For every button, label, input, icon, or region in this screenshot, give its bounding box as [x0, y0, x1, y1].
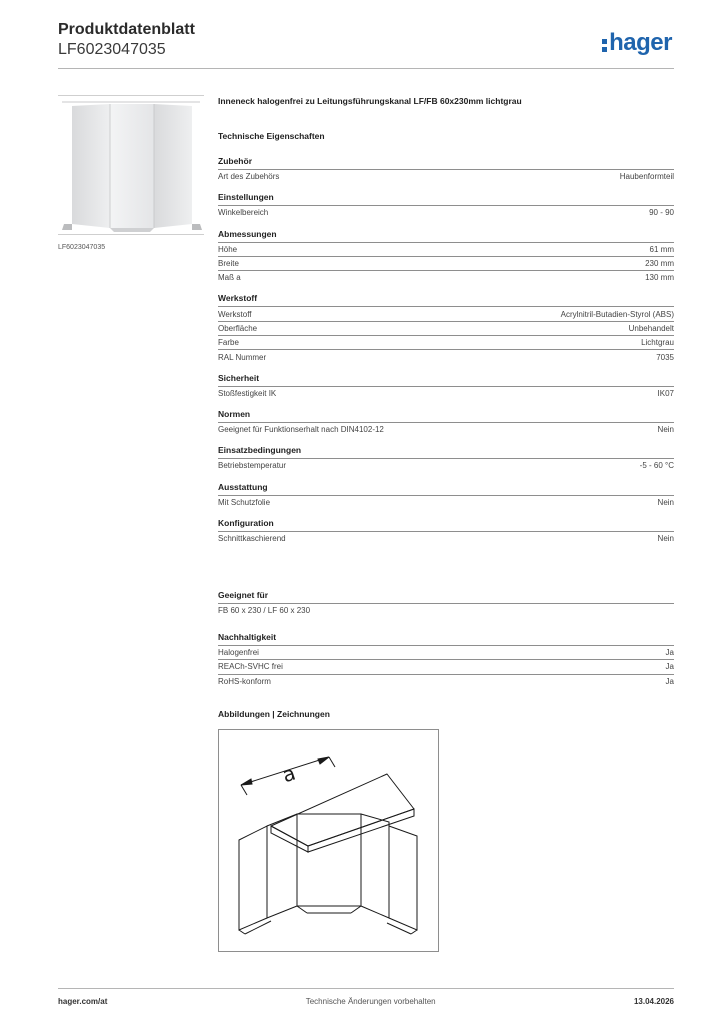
property-row — [218, 321, 674, 335]
section-normen — [218, 408, 674, 436]
product-photo — [58, 95, 204, 235]
footer-date: 13.04.2026 — [633, 997, 674, 1006]
property-value: Nein — [657, 425, 674, 435]
property-value: Ja — [665, 648, 674, 658]
property-value: 130 mm — [645, 273, 674, 283]
property-row — [218, 205, 674, 219]
property-value: Lichtgrau — [641, 338, 674, 348]
property-row — [218, 674, 674, 688]
hager-logo[interactable] — [602, 28, 672, 58]
property-value: 61 mm — [649, 244, 674, 254]
section-einsatzbedingungen — [218, 444, 674, 472]
section-abmessungen — [218, 228, 674, 285]
property-value: 7035 — [656, 352, 674, 362]
technical-drawing — [218, 729, 439, 952]
property-row — [218, 169, 674, 183]
property-value: 230 mm — [645, 259, 674, 269]
property-label: Maß a — [218, 273, 241, 283]
property-row — [218, 495, 674, 509]
property-row — [218, 422, 674, 436]
header-divider — [58, 68, 674, 69]
property-label: REACh-SVHC frei — [218, 662, 283, 672]
dimension-label: a — [279, 760, 299, 788]
property-value: Nein — [657, 534, 674, 543]
section-title: Normen — [218, 408, 251, 419]
property-label: Geeignet für Funktionserhalt nach DIN4102-12 — [218, 425, 384, 435]
logo-dots-icon — [602, 39, 607, 52]
property-value: Acrylnitril-Butadien-Styrol (ABS) — [560, 309, 674, 319]
property-row — [218, 256, 674, 270]
section-title: Sicherheit — [218, 372, 260, 383]
section-title: Geeignet für — [218, 590, 269, 600]
section-geeignet-fuer — [218, 589, 674, 617]
property-value: Nein — [657, 497, 674, 507]
property-value: Ja — [665, 662, 674, 672]
footer-notice: Technische Änderungen vorbehalten — [305, 997, 436, 1006]
section-title: Nachhaltigkeit — [218, 632, 277, 642]
property-row — [218, 349, 674, 363]
logo-text: hager — [609, 29, 672, 56]
property-label: Winkelbereich — [218, 208, 269, 218]
property-label: Werkstoff — [218, 309, 252, 319]
property-label: Oberfläche — [218, 323, 258, 333]
property-row — [218, 306, 674, 320]
property-label: RoHS-konform — [218, 676, 271, 686]
property-value: Unbehandelt — [628, 323, 674, 333]
property-label: RAL Nummer — [218, 352, 267, 362]
section-title: Einsatzbedingungen — [218, 445, 302, 456]
property-label: Mit Schutzfolie — [218, 497, 271, 507]
page-header — [58, 20, 674, 70]
property-row — [218, 386, 674, 400]
property-label: Betriebstemperatur — [218, 461, 287, 471]
tech-properties-heading: Technische Eigenschaften — [218, 131, 325, 141]
property-value: -5 - 60 °C — [639, 461, 674, 471]
property-row — [218, 242, 674, 256]
property-label: Höhe — [218, 244, 238, 254]
suitable-value: FB 60 x 230 / LF 60 x 230 — [218, 603, 674, 617]
additional-info — [218, 589, 674, 696]
drawings-heading: Abbildungen | Zeichnungen — [218, 709, 330, 719]
section-werkstoff — [218, 292, 674, 363]
property-label: Art des Zubehörs — [218, 172, 280, 182]
section-title: Zubehör — [218, 156, 252, 166]
section-title: Konfiguration — [218, 517, 274, 528]
footer-website-link[interactable]: hager.com/at — [58, 997, 108, 1006]
footer-divider — [58, 988, 674, 989]
property-row — [218, 645, 674, 659]
property-value: IK07 — [657, 388, 674, 398]
property-row — [218, 659, 674, 673]
section-konfiguration — [218, 517, 674, 545]
property-row — [218, 531, 674, 545]
property-label: Halogenfrei — [218, 648, 259, 658]
section-title: Einstellungen — [218, 192, 274, 203]
property-row — [218, 270, 674, 284]
section-sicherheit — [218, 372, 674, 400]
tech-properties — [218, 155, 674, 553]
product-description: Inneneck halogenfrei zu Leitungsführungskanal LF/FB 60x230mm lichtgrau — [218, 96, 522, 106]
section-nachhaltigkeit — [218, 631, 674, 688]
document-number: LF6023047035 — [58, 41, 166, 58]
section-title: Werkstoff — [218, 293, 258, 304]
property-row — [218, 335, 674, 349]
page-footer — [58, 997, 674, 1006]
property-row — [218, 458, 674, 472]
section-title: Ausstattung — [218, 481, 268, 492]
section-ausstattung — [218, 481, 674, 509]
property-label: Farbe — [218, 338, 239, 348]
property-label: Stoßfestigkeit IK — [218, 388, 277, 398]
product-header — [218, 95, 674, 144]
section-title: Abmessungen — [218, 228, 277, 239]
section-zubehoer — [218, 155, 674, 183]
property-value: Ja — [665, 676, 674, 686]
property-label: Breite — [218, 259, 239, 269]
photo-caption: LF6023047035 — [58, 244, 106, 251]
property-label: Schnittkaschierend — [218, 534, 286, 543]
property-value: Haubenformteil — [619, 172, 674, 182]
section-einstellungen — [218, 191, 674, 219]
document-title: Produktdatenblatt — [58, 21, 195, 38]
property-value: 90 - 90 — [649, 208, 674, 218]
